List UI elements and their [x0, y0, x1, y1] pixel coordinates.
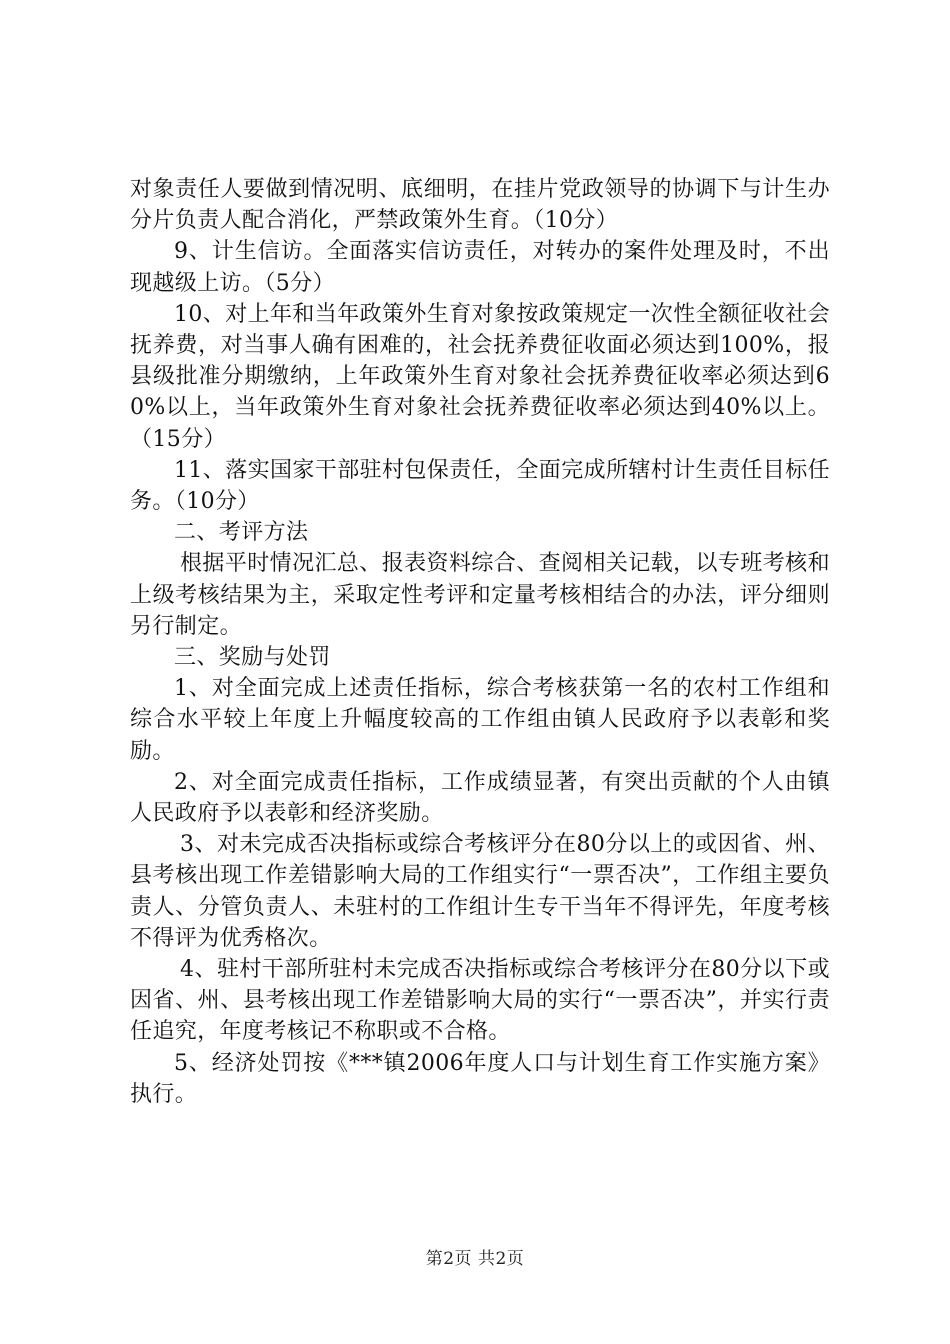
- paragraph-evaluation-method: 根据平时情况汇总、报表资料综合、查阅相关记载，以专班考核和上级考核结果为主，采取定性考评和定量考核相结合的办法，评分细则另行制定。: [130, 551, 830, 639]
- paragraph-reward-2: 2、对全面完成责任指标，工作成绩显著，有突出贡献的个人由镇人民政府予以表彰和经济奖励。: [130, 769, 830, 827]
- paragraph-item-11: 11、落实国家干部驻村包保责任，全面完成所辖村计生责任目标任务。（10分）: [130, 457, 830, 515]
- paragraph-item-9: 9、计生信访。全面落实信访责任，对转办的案件处理及时，不出现越级上访。（5分）: [130, 239, 830, 296]
- paragraph-penalty-4: 4、驻村干部所驻村未完成否决指标或综合考核评分在80分以下或因省、州、县考核出现工作差错影响大局的实行“一票否决”，并实行责任追究，年度考核记不称职或不合格。: [130, 957, 830, 1045]
- section-heading-evaluation-method: 二、考评方法: [174, 520, 309, 546]
- paragraph-continuation: 对象责任人要做到情况明、底细明，在挂片党政领导的协调下与计生办分片负责人配合消化，严禁政策外生育。（10分）: [130, 177, 830, 234]
- document-body: [130, 174, 830, 1110]
- paragraph-item-10: 10、对上年和当年政策外生育对象按政策规定一次性全额征收社会抚养费，对当事人确有困难的，社会抚养费征收面必须达到100%，报县级批准分期缴纳，上年政策外生育对象社会抚养费征收率必须达到60%以上，当年政策外生育对象社会抚养费征收率必须达到40%以上。（15分）: [130, 301, 830, 452]
- paragraph-penalty-3: 3、对未完成否决指标或综合考核评分在80分以上的或因省、州、县考核出现工作差错影响大局的工作组实行“一票否决”，工作组主要负责人、分管负责人、未驻村的工作组计生专干当年不得评先，年度考核不得评为优秀格次。: [130, 832, 830, 951]
- page-number-footer: 第2页 共2页: [425, 1249, 525, 1269]
- section-heading-rewards-penalties: 三、奖励与处罚: [174, 645, 331, 671]
- paragraph-reward-1: 1、对全面完成上述责任指标，综合考核获第一名的农村工作组和综合水平较上年度上升幅度较高的工作组由镇人民政府予以表彰和奖励。: [130, 676, 830, 764]
- paragraph-penalty-5: 5、经济处罚按《***镇2006年度人口与计划生育工作实施方案》执行。: [130, 1050, 830, 1107]
